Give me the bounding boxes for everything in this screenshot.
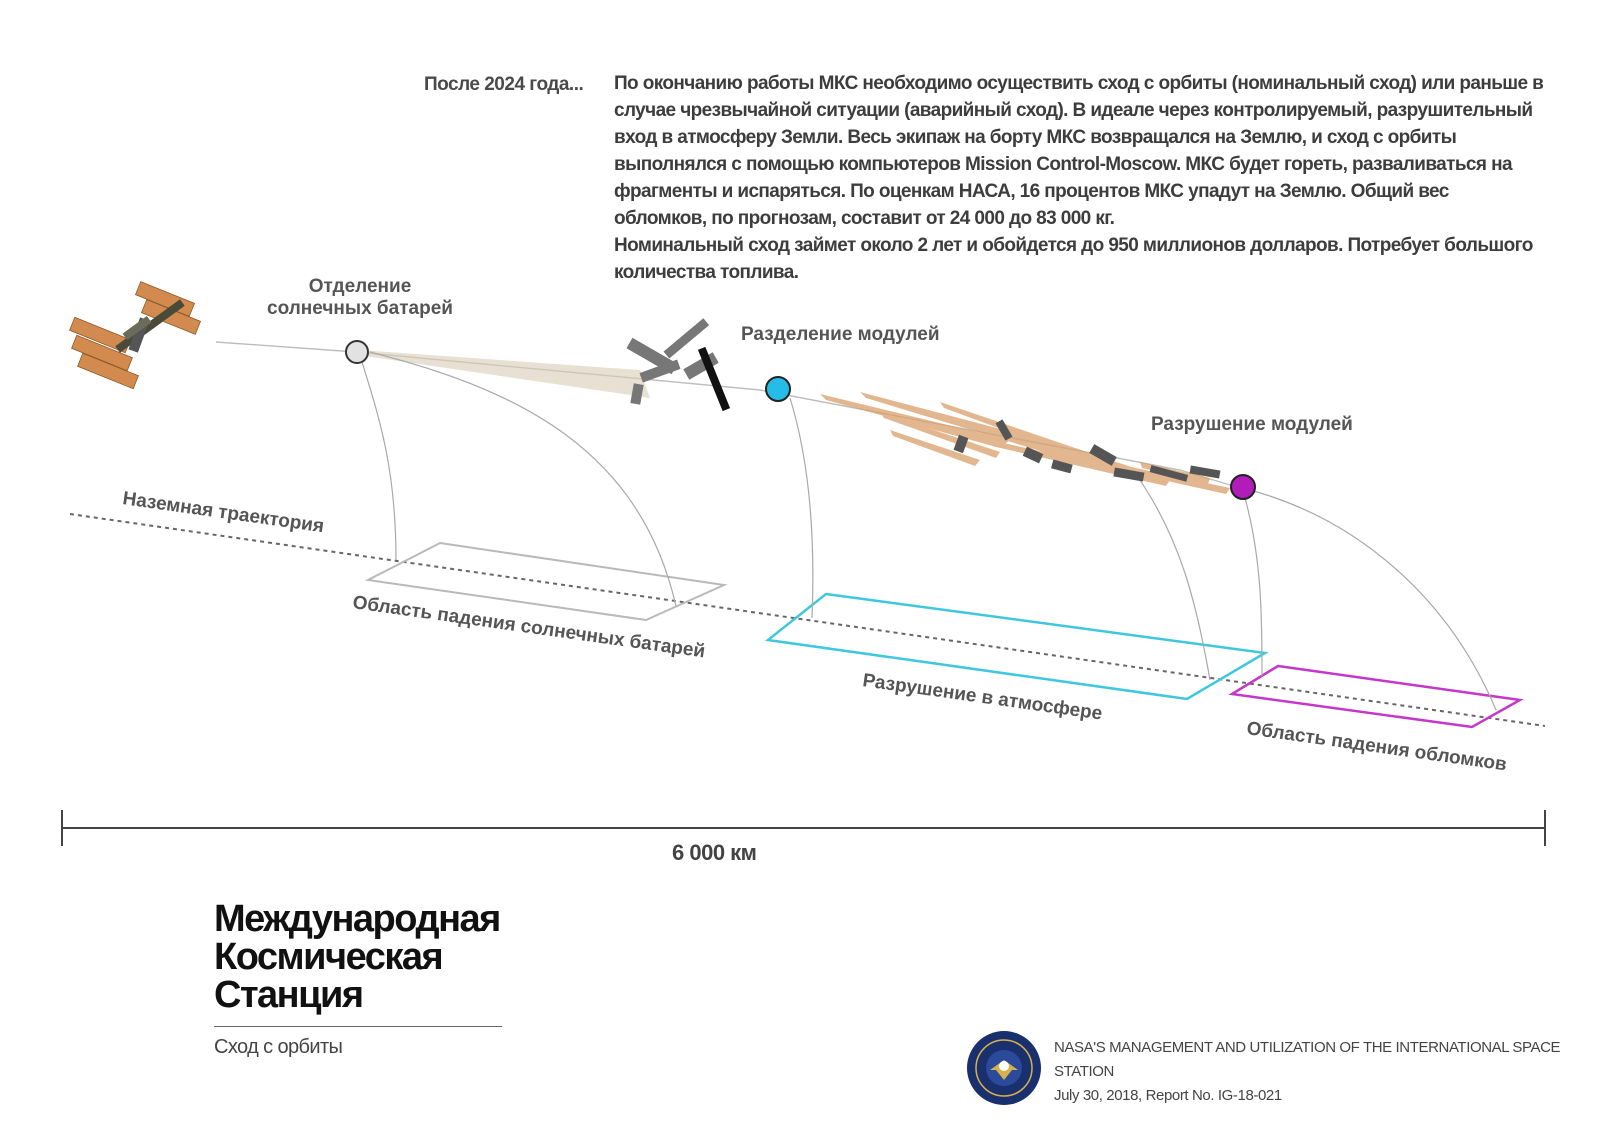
intro-paragraph-2: Номинальный сход займет около 2 лет и обойдется до 950 миллионов долларов. Потребует большого количества топлива. [614, 235, 1533, 283]
scale-bar [62, 810, 1545, 846]
title-line-2: Космическая [214, 936, 443, 978]
debris-fall-area [1232, 666, 1520, 727]
drop-curves [362, 352, 1496, 710]
iss-icon [70, 282, 201, 389]
ground-track-line [70, 514, 1545, 726]
iss-partial-icon [626, 318, 730, 411]
atmosphere-breakup-area [768, 594, 1265, 699]
title-divider [214, 1026, 502, 1027]
module-destruction-marker [1231, 475, 1255, 499]
module-separation-label: Разделение модулей [741, 324, 940, 345]
debris-fall-area-label: Область падения обломков [1245, 718, 1509, 776]
title-line-3: Станция [214, 974, 363, 1016]
solar-separation-marker [346, 341, 368, 363]
intro-lead: После 2024 года... [424, 74, 584, 95]
nasa-oig-seal-icon [966, 1030, 1042, 1106]
page-subtitle: Сход с орбиты [214, 1036, 343, 1058]
intro-paragraph-1: По окончанию работы МКС необходимо осуществить сход с орбиты (номинальный сход) или раньше в случае чрезвычайной ситуации (аварийный сход). В идеале через контролируемый, разрушительный вход в атмосферу Земли. Весь экипаж на борту МКС возвращался на Землю, и сход с орбиты выполнялся с помощью компьютеров Mission Control-Moscow. МКС будет гореть, разваливаться на фрагменты и испаряться. По оценкам НАСА, 16 процентов МКС упадут на Землю. Общий вес обломков, по прогнозам, составит от 24 000 до 83 000 кг. [614, 73, 1544, 229]
solar-fall-area-label: Область падения солнечных батарей [351, 592, 707, 663]
debris-plume [820, 392, 1230, 494]
solar-separation-label-1: Отделение [308, 276, 412, 297]
solar-separation-label-2: солнечных батарей [267, 298, 453, 319]
title-line-1: Международная [214, 898, 500, 940]
module-separation-marker [766, 377, 790, 401]
module-destruction-label: Разрушение модулей [1151, 414, 1353, 435]
report-citation [1054, 1036, 1600, 1108]
page-title [214, 900, 500, 1014]
atmosphere-breakup-label: Разрушение в атмосфере [861, 670, 1104, 725]
ground-track-label: Наземная траектория [121, 488, 326, 538]
distance-label: 6 000 км [672, 840, 757, 865]
report-title: NASA'S MANAGEMENT AND UTILIZATION OF THE INTERNATIONAL SPACE STATION [1054, 1039, 1561, 1080]
report-date: July 30, 2018, Report No. IG-18-021 [1054, 1087, 1282, 1104]
solar-separation-plume [360, 350, 650, 398]
